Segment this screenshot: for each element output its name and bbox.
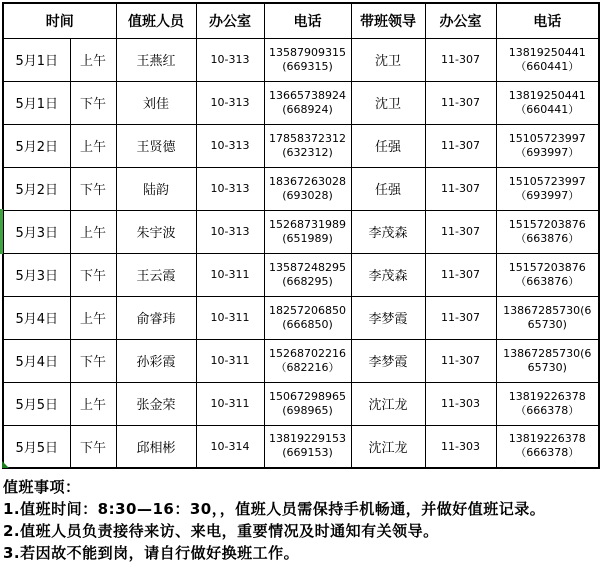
cell-period: 下午: [70, 253, 116, 296]
phone-extension: (632312): [282, 145, 333, 159]
cell-phone-leader: [496, 38, 599, 81]
cell-office-leader: 11-307: [425, 81, 496, 124]
cell-office-leader: 11-307: [425, 253, 496, 296]
cell-leader: 任强: [351, 167, 425, 210]
header-leader: 带班领导: [351, 3, 425, 38]
cell-phone-leader: [496, 425, 599, 468]
phone-number: 15268731989: [269, 217, 346, 231]
phone-number: 15105723997: [508, 131, 586, 145]
table-row: [3, 253, 599, 296]
cell-leader: 沈江龙: [351, 382, 425, 425]
phone-extension: (668295): [282, 274, 333, 288]
phone-number: 15268702216: [269, 346, 346, 360]
cell-phone-staff: [264, 124, 351, 167]
cell-date: 5月4日: [3, 296, 70, 339]
cell-phone-leader: [496, 124, 599, 167]
cell-date: 5月3日: [3, 210, 70, 253]
cell-phone-leader: [496, 339, 599, 382]
phone-number: 13867285730(6: [503, 346, 592, 360]
cell-leader: 李梦霞: [351, 296, 425, 339]
cell-phone-leader: [496, 296, 599, 339]
cell-phone-leader: [496, 253, 599, 296]
phone-number: 13587248295: [269, 260, 346, 274]
phone-extension: （693997）: [515, 145, 580, 159]
table-row: [3, 425, 599, 468]
cell-office-staff: 10-311: [196, 382, 264, 425]
cell-period: 下午: [70, 425, 116, 468]
cell-phone-staff: [264, 81, 351, 124]
cell-office-leader: 11-307: [425, 38, 496, 81]
cell-phone-leader: [496, 210, 599, 253]
cell-date: 5月3日: [3, 253, 70, 296]
notes-item: 3.若因故不能到岗，请自行做好换班工作。: [3, 544, 300, 562]
duty-notes: [3, 476, 599, 564]
phone-extension: （666378）: [515, 446, 580, 460]
phone-extension: (666850): [282, 317, 333, 331]
cell-office-staff: 10-313: [196, 167, 264, 210]
cell-period: 上午: [70, 38, 116, 81]
cell-period: 下午: [70, 81, 116, 124]
cell-date: 5月4日: [3, 339, 70, 382]
cell-phone-leader: [496, 81, 599, 124]
phone-number: 18257206850: [269, 303, 346, 317]
cell-period: 下午: [70, 167, 116, 210]
cell-person: 王云霞: [116, 253, 196, 296]
cell-office-leader: 11-303: [425, 382, 496, 425]
header-person: 值班人员: [116, 3, 196, 38]
cell-leader: 李茂森: [351, 210, 425, 253]
phone-extension: （693997）: [515, 188, 580, 202]
phone-number: 13819229153: [269, 432, 346, 446]
phone-extension: (698965): [282, 403, 333, 417]
header-office-staff: 办公室: [196, 3, 264, 38]
cell-leader: 沈卫: [351, 81, 425, 124]
cell-office-staff: 10-313: [196, 124, 264, 167]
cell-office-staff: 10-313: [196, 210, 264, 253]
row-highlight-marker: [0, 209, 3, 254]
phone-extension: （660441）: [515, 102, 580, 116]
cell-office-leader: 11-303: [425, 425, 496, 468]
cell-office-leader: 11-307: [425, 339, 496, 382]
cell-leader: 任强: [351, 124, 425, 167]
cell-person: 张金荣: [116, 382, 196, 425]
cell-office-staff: 10-313: [196, 38, 264, 81]
phone-extension: （663876）: [515, 274, 580, 288]
phone-number: 15157203876: [508, 260, 586, 274]
phone-extension: （663876）: [515, 231, 580, 245]
cell-person: 邱相彬: [116, 425, 196, 468]
phone-number: 13819226378: [508, 432, 586, 446]
table-header: [3, 3, 599, 38]
table-row: [3, 38, 599, 81]
table-row: [3, 167, 599, 210]
cell-phone-staff: [264, 339, 351, 382]
header-office-leader: 办公室: [425, 3, 496, 38]
cell-office-leader: 11-307: [425, 124, 496, 167]
table-row: [3, 339, 599, 382]
phone-number: 13867285730(6: [503, 303, 592, 317]
cell-phone-staff: [264, 38, 351, 81]
phone-number: 13819250441: [508, 88, 586, 102]
phone-number: 17858372312: [269, 131, 346, 145]
phone-extension: 65730): [527, 360, 567, 374]
phone-extension: （682216）: [275, 360, 340, 374]
cell-office-leader: 11-307: [425, 296, 496, 339]
phone-number: 13587909315: [269, 45, 346, 59]
cell-period: 上午: [70, 210, 116, 253]
cell-phone-leader: [496, 167, 599, 210]
cell-leader: 李梦霞: [351, 339, 425, 382]
notes-item: 1.值班时间：8:30—16：30，，值班人员需保持手机畅通，并做好值班记录。: [3, 500, 546, 518]
table-row: [3, 124, 599, 167]
cell-person: 王燕红: [116, 38, 196, 81]
phone-number: 13819226378: [508, 389, 586, 403]
cell-period: 上午: [70, 124, 116, 167]
cell-date: 5月5日: [3, 425, 70, 468]
phone-extension: (669153): [282, 446, 333, 460]
cell-phone-staff: [264, 425, 351, 468]
phone-extension: (668924): [282, 102, 333, 116]
cell-office-leader: 11-307: [425, 167, 496, 210]
cell-office-staff: 10-311: [196, 339, 264, 382]
cell-period: 下午: [70, 339, 116, 382]
phone-extension: (669315): [282, 59, 333, 73]
cell-date: 5月5日: [3, 382, 70, 425]
table-body: [3, 38, 599, 468]
cell-person: 俞睿玮: [116, 296, 196, 339]
cell-office-staff: 10-311: [196, 253, 264, 296]
phone-number: 15067298965: [269, 389, 346, 403]
table-row: [3, 296, 599, 339]
table-row: [3, 210, 599, 253]
cell-phone-staff: [264, 253, 351, 296]
cell-leader: 沈卫: [351, 38, 425, 81]
cell-date: 5月2日: [3, 167, 70, 210]
header-time: 时间: [3, 3, 116, 38]
phone-number: 18367263028: [269, 174, 346, 188]
cell-office-leader: 11-307: [425, 210, 496, 253]
cell-leader: 李茂森: [351, 253, 425, 296]
phone-extension: 65730): [527, 317, 567, 331]
header-row: [3, 3, 599, 38]
cell-phone-leader: [496, 382, 599, 425]
phone-extension: (651989): [282, 231, 333, 245]
phone-number: 15105723997: [508, 174, 586, 188]
duty-roster-table: [2, 2, 600, 469]
cell-phone-staff: [264, 210, 351, 253]
table-row: [3, 81, 599, 124]
cell-phone-staff: [264, 167, 351, 210]
header-phone-staff: 电话: [264, 3, 351, 38]
header-phone-leader: 电话: [496, 3, 599, 38]
cell-period: 上午: [70, 296, 116, 339]
cell-person: 陆韵: [116, 167, 196, 210]
cell-phone-staff: [264, 296, 351, 339]
cell-date: 5月2日: [3, 124, 70, 167]
phone-extension: （660441）: [515, 59, 580, 73]
notes-item: 2.值班人员负责接待来访、来电，重要情况及时通知有关领导。: [3, 522, 439, 540]
cell-date: 5月1日: [3, 38, 70, 81]
cell-phone-staff: [264, 382, 351, 425]
cell-person: 孙彩霞: [116, 339, 196, 382]
phone-extension: （666378）: [515, 403, 580, 417]
cell-leader: 沈江龙: [351, 425, 425, 468]
cell-person: 刘佳: [116, 81, 196, 124]
notes-title: 值班事项：: [3, 478, 81, 496]
phone-number: 15157203876: [508, 217, 586, 231]
cell-person: 王贤德: [116, 124, 196, 167]
phone-extension: (693028): [282, 188, 333, 202]
cell-person: 朱宇波: [116, 210, 196, 253]
cell-office-staff: 10-314: [196, 425, 264, 468]
phone-number: 13665738924: [269, 88, 346, 102]
cell-date: 5月1日: [3, 81, 70, 124]
cell-office-staff: 10-313: [196, 81, 264, 124]
table-row: [3, 382, 599, 425]
cell-period: 上午: [70, 382, 116, 425]
cell-office-staff: 10-311: [196, 296, 264, 339]
phone-number: 13819250441: [508, 45, 586, 59]
